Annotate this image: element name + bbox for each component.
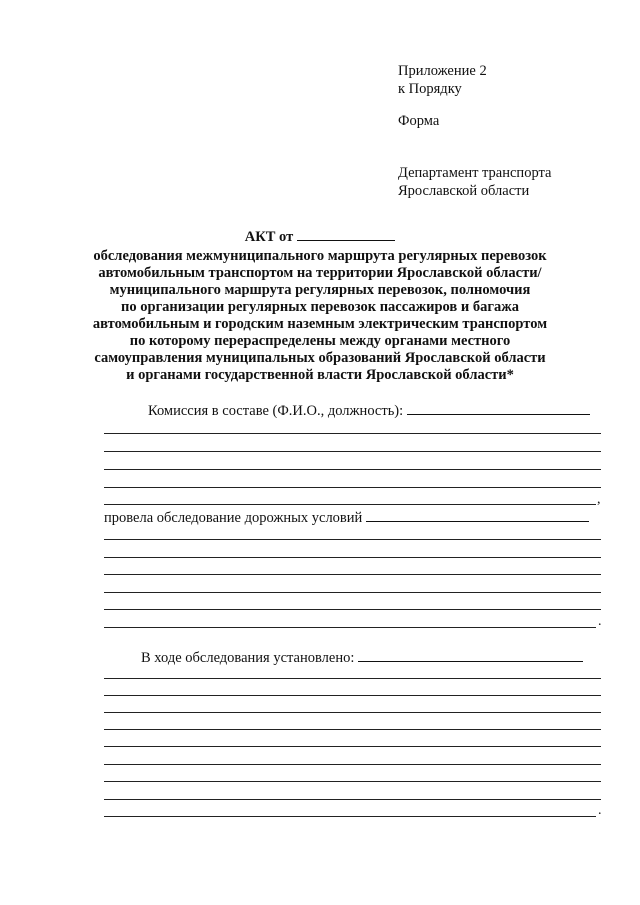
akt-date-blank: [297, 229, 395, 241]
findings-label: В ходе обследования установлено:: [141, 650, 355, 666]
survey-period: .: [598, 614, 602, 629]
findings-line[interactable]: [104, 799, 601, 800]
survey-row: [104, 509, 589, 527]
survey-line[interactable]: [104, 627, 596, 628]
title-line-1: обследования межмуниципального маршрута регулярных перевозок: [93, 248, 547, 264]
findings-line[interactable]: [104, 746, 601, 747]
commission-line[interactable]: [104, 433, 601, 434]
findings-line[interactable]: [104, 695, 601, 696]
akt-label: АКТ от: [244, 229, 294, 245]
title-line-8: и органами государственной власти Ярославской области*: [126, 367, 514, 383]
commission-first-blank[interactable]: [407, 402, 590, 415]
department-line-2: Ярославской области: [398, 183, 530, 199]
survey-first-blank[interactable]: [366, 509, 589, 522]
appendix-order: к Порядку: [398, 81, 462, 97]
department-block: [398, 164, 551, 200]
findings-line[interactable]: [104, 764, 601, 765]
findings-line[interactable]: [104, 781, 601, 782]
survey-label: провела обследование дорожных условий: [104, 510, 363, 526]
survey-line[interactable]: [104, 592, 601, 593]
appendix-reference: [398, 62, 487, 98]
commission-row: [148, 402, 590, 420]
commission-line[interactable]: [104, 504, 596, 505]
findings-period: .: [598, 803, 602, 818]
survey-line[interactable]: [104, 557, 601, 558]
title-line-7: самоуправления муниципальных образований Ярославской области: [94, 350, 546, 366]
document-title: [70, 229, 570, 384]
survey-line[interactable]: [104, 574, 601, 575]
title-line-3: муниципального маршрута регулярных перевозок, полномочия: [109, 282, 531, 298]
findings-row: [141, 649, 583, 667]
commission-line[interactable]: [104, 487, 601, 488]
findings-first-blank[interactable]: [358, 649, 583, 662]
survey-line[interactable]: [104, 539, 601, 540]
akt-heading: [70, 229, 570, 246]
findings-line[interactable]: [104, 678, 601, 679]
department-line-1: Департамент транспорта: [398, 165, 552, 181]
commission-line[interactable]: [104, 469, 601, 470]
findings-line[interactable]: [104, 816, 596, 817]
commission-comma: ,: [597, 492, 601, 507]
title-line-2: автомобильным транспортом на территории Ярославской области/: [98, 265, 542, 281]
commission-line[interactable]: [104, 451, 601, 452]
survey-line[interactable]: [104, 609, 601, 610]
findings-line[interactable]: [104, 712, 601, 713]
findings-line[interactable]: [104, 729, 601, 730]
appendix-number: Приложение 2: [398, 63, 487, 79]
title-line-6: по которому перераспределены между органами местного: [129, 333, 511, 349]
title-line-4: по организации регулярных перевозок пассажиров и багажа: [121, 299, 519, 315]
form-label: Форма: [398, 113, 440, 129]
commission-label: Комиссия в составе (Ф.И.О., должность):: [148, 403, 404, 419]
title-line-5: автомобильным и городским наземным электрическим транспортом: [92, 316, 548, 332]
